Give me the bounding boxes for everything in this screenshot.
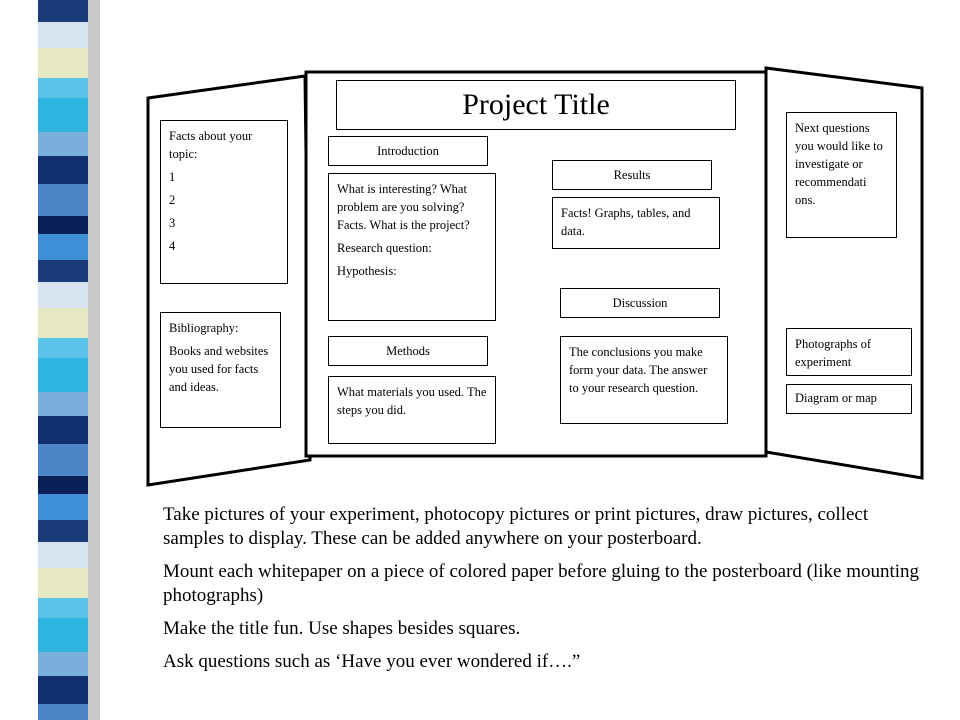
fact-item: 1 <box>169 170 176 184</box>
fact-item: 3 <box>169 216 176 230</box>
discussion-label: Discussion <box>560 288 720 318</box>
methods-label: Methods <box>328 336 488 366</box>
results-label: Results <box>552 160 712 190</box>
next-questions-text: Next questions you would like to investigate or recommendati ons. <box>795 121 883 207</box>
bibliography-text: Books and websites you used for facts and ideas. <box>169 344 269 394</box>
hypothesis: Hypothesis: <box>337 264 397 278</box>
photographs-text: Photographs of experiment <box>795 337 872 369</box>
diagram-box <box>786 384 912 414</box>
introduction-label: Introduction <box>328 136 488 166</box>
results-text: Facts! Graphs, tables, and data. <box>561 206 691 238</box>
next-questions-box <box>786 112 897 238</box>
fact-item: 4 <box>169 239 176 253</box>
note: Make the title fun. Use shapes besides squares. <box>163 618 521 639</box>
discussion-text: The conclusions you make form your data. The answer to your research question. <box>569 345 708 395</box>
project-title: Project Title <box>336 80 736 130</box>
methods-text: What materials you used. The steps you did. <box>337 385 487 417</box>
facts-heading: Facts about your topic: <box>169 129 253 161</box>
introduction-box <box>328 173 496 321</box>
fact-item: 2 <box>169 193 176 207</box>
facts-box <box>160 120 288 284</box>
research-question: Research question: <box>337 241 432 255</box>
introduction-text: What is interesting? What problem are you solving? Facts. What is the project? <box>337 182 470 232</box>
methods-box <box>328 376 496 444</box>
note: Ask questions such as ‘Have you ever wondered if….” <box>163 651 581 672</box>
note: Take pictures of your experiment, photocopy pictures or print pictures, draw pictures, collect samples to display. These can be added anywhere on your posterboard. <box>163 504 869 549</box>
results-box <box>552 197 720 249</box>
bibliography-heading: Bibliography: <box>169 321 239 335</box>
note: Mount each whitepaper on a piece of colored paper before gluing to the posterboard (like mounting photographs) <box>163 561 920 606</box>
bibliography-box <box>160 312 281 428</box>
photographs-box <box>786 328 912 376</box>
discussion-box <box>560 336 728 424</box>
notes <box>163 503 933 683</box>
diagram-text: Diagram or map <box>795 391 877 405</box>
